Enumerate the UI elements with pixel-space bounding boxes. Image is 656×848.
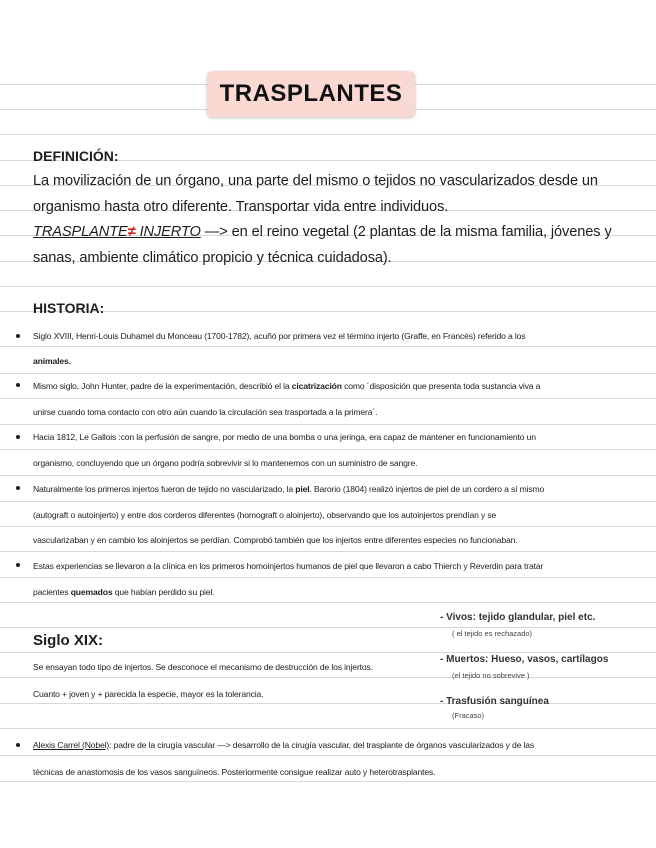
bullet-icon — [16, 435, 20, 439]
siglo-xix-line-1: Se ensayan todo tipo de injertos. Se desconoce el mecanismo de destrucción de los injertos. — [33, 662, 373, 672]
carrel-line-2: técnicas de anastomosis de los vasos sanguíneos. Posteriormente consigue realizar auto y heterotrasplantes. — [33, 767, 436, 777]
side-note-vivos: - Vivos: tejido glandular, piel etc. — [440, 612, 596, 623]
not-equal-sign: ≠ — [127, 224, 136, 240]
definicion-line-2: organismo hasta otro diferente. Transportar vida entre individuos. — [33, 199, 449, 215]
historia-item-3-line-2: organismo, concluyendo que un órgano podría sobrevivir si lo mantenemos con un suministro de sangre. — [33, 458, 418, 468]
side-note-muertos: - Muertos: Hueso, vasos, cartílagos — [440, 654, 609, 665]
historia-item-5-line-2: pacientes quemados que habían perdido su piel. — [33, 587, 215, 597]
carrel-name: Alexis Carrel (Nobel) — [33, 740, 110, 750]
page-title: TRASPLANTES — [219, 80, 403, 107]
siglo-xix-heading: Siglo XIX: — [33, 632, 104, 649]
bullet-icon — [16, 563, 20, 567]
historia-item-2-line-1: Mismo siglo, John Hunter, padre de la experimentación, describió el la cicatrización como ´disposición que presenta toda sustancia viva a — [33, 381, 541, 391]
historia-heading: HISTORIA: — [33, 300, 105, 316]
historia-item-1-line-1: Siglo XVIII, Henri-Louis Duhamel du Monceau (1700-1782), acuñó por primera vez el término injerto (Graffe, en Francés) referido a los — [33, 331, 526, 341]
historia-item-1-line-2: animales. — [33, 356, 71, 366]
side-note-vivos-sub: ( el tejido es rechazado) — [452, 629, 533, 638]
historia-item-4-line-2: (autograft o autoinjerto) y entre dos corderos diferentes (homograft o aloinjerto), observando que los autoinjertos prendían y se — [33, 510, 497, 520]
definicion-line-1: La movilización de un órgano, una parte del mismo o tejidos no vascularizados desde un — [33, 173, 598, 189]
historia-item-2-line-2: unirse cuando toma contacto con otro aún cuando la circulación sea trasportada a la primera´. — [33, 407, 378, 417]
side-note-trasfusion: - Trasfusión sanguínea — [440, 696, 549, 707]
definicion-line-4: sanas, ambiente climático propicio y técnica cuidadosa). — [33, 250, 392, 266]
historia-item-4-line-3: vascularizaban y en cambio los aloinjertos se perdían. Comprobó también que los injertos entre diferentes especies no funcionaban. — [33, 535, 518, 545]
historia-item-5-line-1: Estas experiencias se llevaron a la clínica en los primeros homoinjertos humanos de piel que llevaron a cabo Thierch y Reverdin para tratar — [33, 561, 544, 571]
side-note-muertos-sub: (el tejido no sobrevive ) — [452, 671, 530, 680]
definicion-heading: DEFINICIÓN: — [33, 148, 119, 164]
bullet-icon — [16, 743, 20, 747]
bullet-icon — [16, 334, 20, 338]
historia-item-4-line-1: Naturalmente los primeros injertos fueron de tejido no vascularizado, la piel. Barorio (1804) realizó injertos de piel de un cordero a sí mismo — [33, 484, 545, 494]
siglo-xix-line-2: Cuanto + joven y + parecida la especie, mayor es la tolerancia. — [33, 689, 264, 699]
carrel-line-1: Alexis Carrel (Nobel): padre de la cirugía vascular —> desarrollo de la cirugía vascular, del trasplante de órganos vascularizados y de las — [33, 740, 535, 750]
historia-item-3-line-1: Hacia 1812, Le Gallois :con la perfusión de sangre, por medio de una bomba o una jeringa, era capaz de mantener en funcionamiento un — [33, 432, 536, 442]
trasplante-term: TRASPLANTE≠ INJERTO — [33, 224, 201, 240]
bullet-icon — [16, 383, 20, 387]
side-note-trasfusion-sub: (Fracaso) — [452, 711, 485, 720]
definicion-line-3: TRASPLANTE≠ INJERTO —> en el reino vegetal (2 plantas de la misma familia, jóvenes y — [33, 224, 612, 240]
page-title-box — [207, 71, 415, 117]
bullet-icon — [16, 486, 20, 490]
